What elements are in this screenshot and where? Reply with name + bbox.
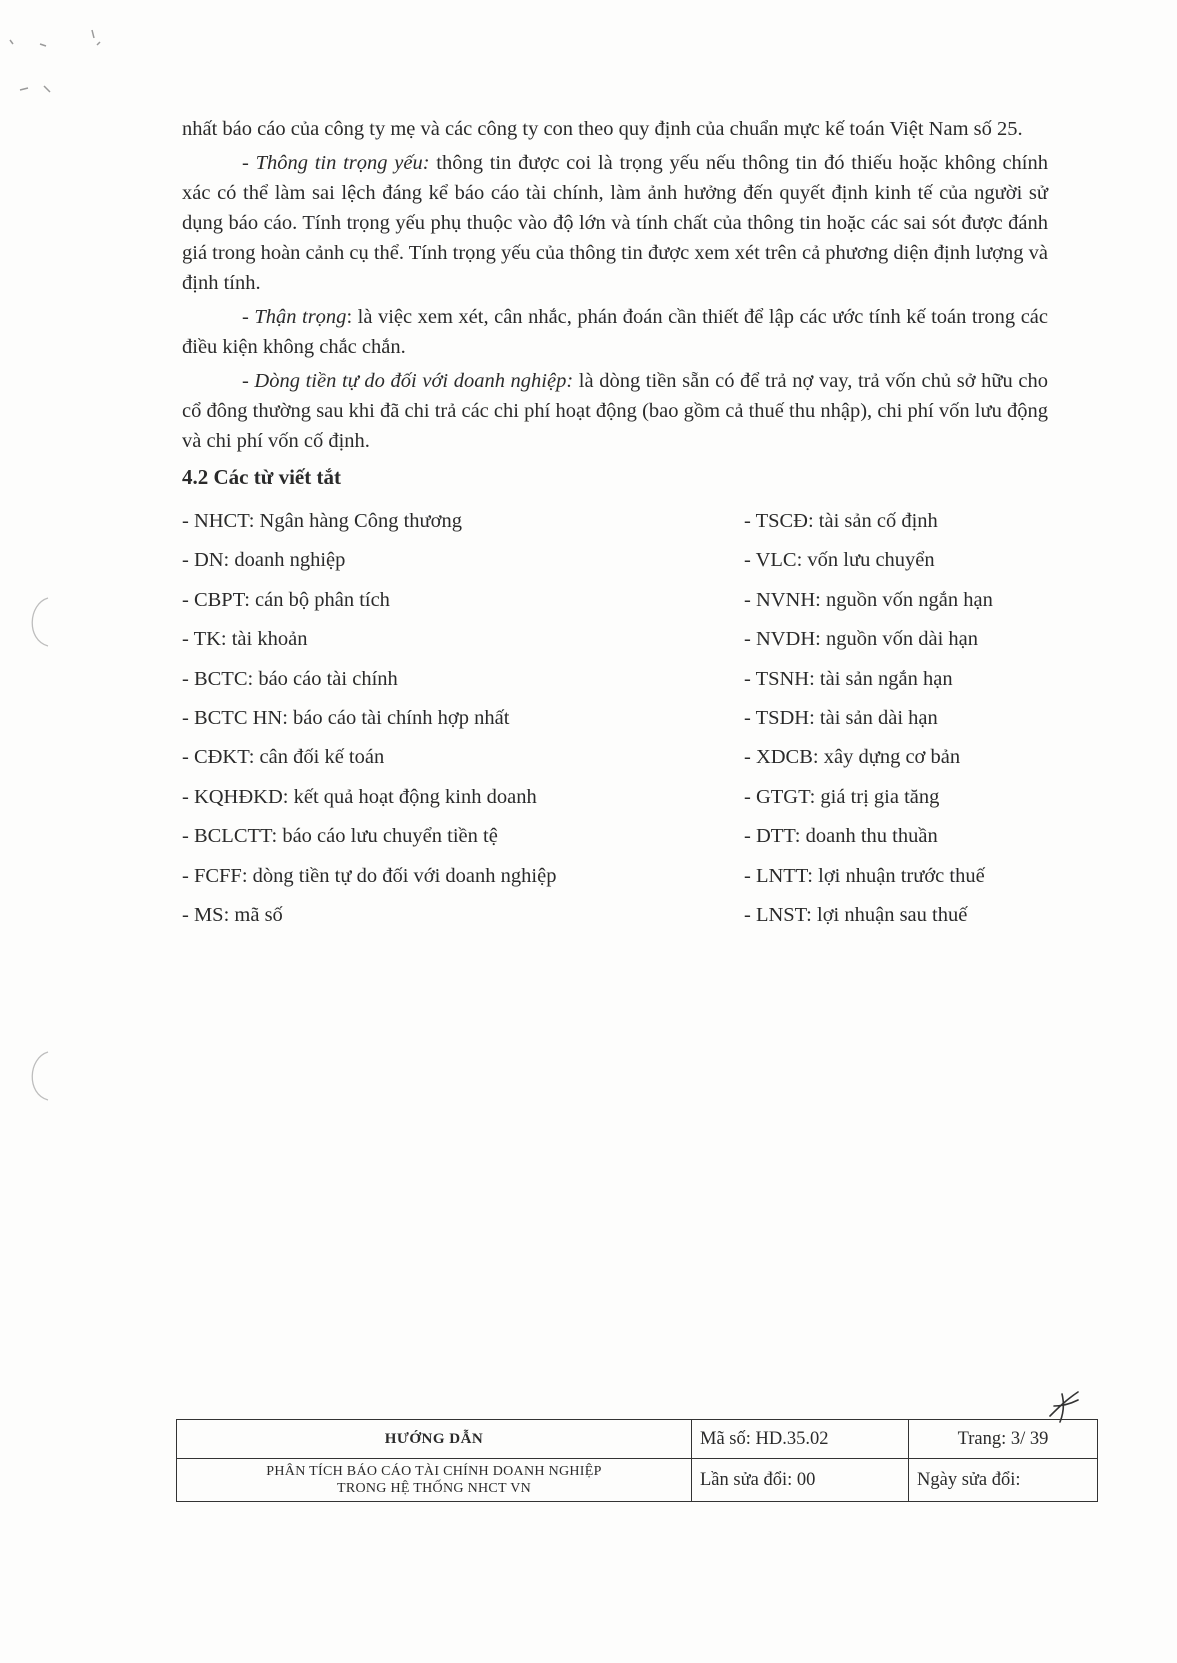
abbreviation-item: - LNST: lợi nhuận sau thuế: [744, 903, 968, 926]
abbreviation-item: - NVDH: nguồn vốn dài hạn: [744, 628, 979, 651]
footer-row-1: [177, 1420, 1098, 1459]
abbreviation-item: - BCTC HN: báo cáo tài chính hợp nhất: [182, 706, 510, 729]
definition-prudence: [182, 302, 1048, 362]
abbreviation-item: - TSNH: tài sản ngắn hạn: [744, 667, 953, 690]
definition-term: - Thận trọng: [242, 306, 347, 328]
definition-term: - Dòng tiền tự do đối với doanh nghiệp:: [242, 370, 574, 392]
punch-hole-mark-1: [22, 596, 52, 648]
definition-text: thông tin được coi là trọng yếu nếu thông tin đó thiếu hoặc không chính xác có thể làm sai lệch đáng kể báo cáo tài chính, làm ảnh hưởng đến quyết định kinh tế của người sử dụng báo cáo. Tính trọng yếu phụ thuộc vào độ lớn và tính chất của thông tin hoặc các sai sót được đánh giá trong hoàn cảnh cụ thể. Tính trọng yếu của thông tin được xem xét trên cả phương diện định lượng và định tính.: [182, 152, 1048, 294]
footer-revision-number: Lần sửa đổi: 00: [692, 1459, 909, 1502]
definition-text: : là việc xem xét, cân nhắc, phán đoán cần thiết để lập các ước tính kế toán trong các điều kiện không chắc chắn.: [182, 306, 1048, 358]
definition-text: là dòng tiền sẵn có để trả nợ vay, trả vốn chủ sở hữu cho cổ đông thường sau khi đã chi trả các chi phí hoạt động (bao gồm cả thuế thu nhập), chi phí vốn lưu động và chi phí vốn cố định.: [182, 370, 1048, 452]
definition-free-cash-flow: [182, 366, 1048, 456]
abbreviation-item: - MS: mã số: [182, 903, 283, 926]
abbreviation-item: - NHCT: Ngân hàng Công thương: [182, 510, 463, 532]
section-heading-abbreviations: 4.2 Các từ viết tắt: [182, 465, 341, 489]
footer-document-title-line-1: PHÂN TÍCH BÁO CÁO TÀI CHÍNH DOANH NGHIỆP: [266, 1464, 602, 1479]
abbreviation-item: - TSDH: tài sản dài hạn: [744, 706, 938, 729]
abbreviation-item: - CĐKT: cân đối kế toán: [182, 746, 385, 769]
abbreviation-item: - FCFF: dòng tiền tự do đối với doanh nghiệp: [182, 864, 557, 887]
abbreviation-item: - DTT: doanh thu thuần: [744, 825, 938, 848]
abbreviation-item: - GTGT: giá trị gia tăng: [744, 785, 940, 808]
footer-page-number: Trang: 3/ 39: [909, 1420, 1098, 1459]
scan-mark-top-left: [0, 0, 110, 100]
abbreviation-item: - KQHĐKD: kết quả hoạt động kinh doanh: [182, 785, 537, 808]
abbreviation-item: - NVNH: nguồn vốn ngắn hạn: [744, 588, 993, 611]
abbreviation-item: - LNTT: lợi nhuận trước thuế: [744, 864, 985, 887]
abbreviation-column-left: [182, 502, 744, 935]
footer-revision-date: Ngày sửa đổi:: [909, 1459, 1098, 1502]
abbreviation-list: [182, 502, 1048, 935]
abbreviation-item: - DN: doanh nghiệp: [182, 549, 346, 572]
footer-row-2: [177, 1459, 1098, 1502]
definition-material-information: [182, 148, 1048, 298]
definition-term: - Thông tin trọng yếu:: [242, 152, 430, 174]
footer-document-title: [177, 1459, 692, 1502]
punch-hole-mark-2: [22, 1050, 52, 1102]
abbreviation-item: - VLC: vốn lưu chuyển: [744, 549, 935, 572]
footer-document-title-line-2: TRONG HỆ THỐNG NHCT VN: [336, 1481, 532, 1496]
footer-guide-label: HƯỚNG DẪN: [177, 1420, 692, 1459]
abbreviation-item: - TSCĐ: tài sản cố định: [744, 510, 938, 532]
footer-document-code: Mã số: HD.35.02: [692, 1420, 909, 1459]
intro-paragraph: nhất báo cáo của công ty mẹ và các công ty con theo quy định của chuẩn mực kế toán Việt Nam số 25.: [182, 118, 1023, 140]
abbreviation-item: - BCTC: báo cáo tài chính: [182, 667, 398, 690]
document-footer-table: [176, 1419, 1098, 1502]
document-body: [182, 114, 1048, 935]
abbreviation-column-right: [744, 502, 1048, 935]
abbreviation-item: - CBPT: cán bộ phân tích: [182, 588, 390, 611]
abbreviation-item: - XDCB: xây dựng cơ bản: [744, 746, 961, 769]
abbreviation-item: - BCLCTT: báo cáo lưu chuyển tiền tệ: [182, 825, 498, 848]
abbreviation-item: - TK: tài khoản: [182, 628, 308, 651]
